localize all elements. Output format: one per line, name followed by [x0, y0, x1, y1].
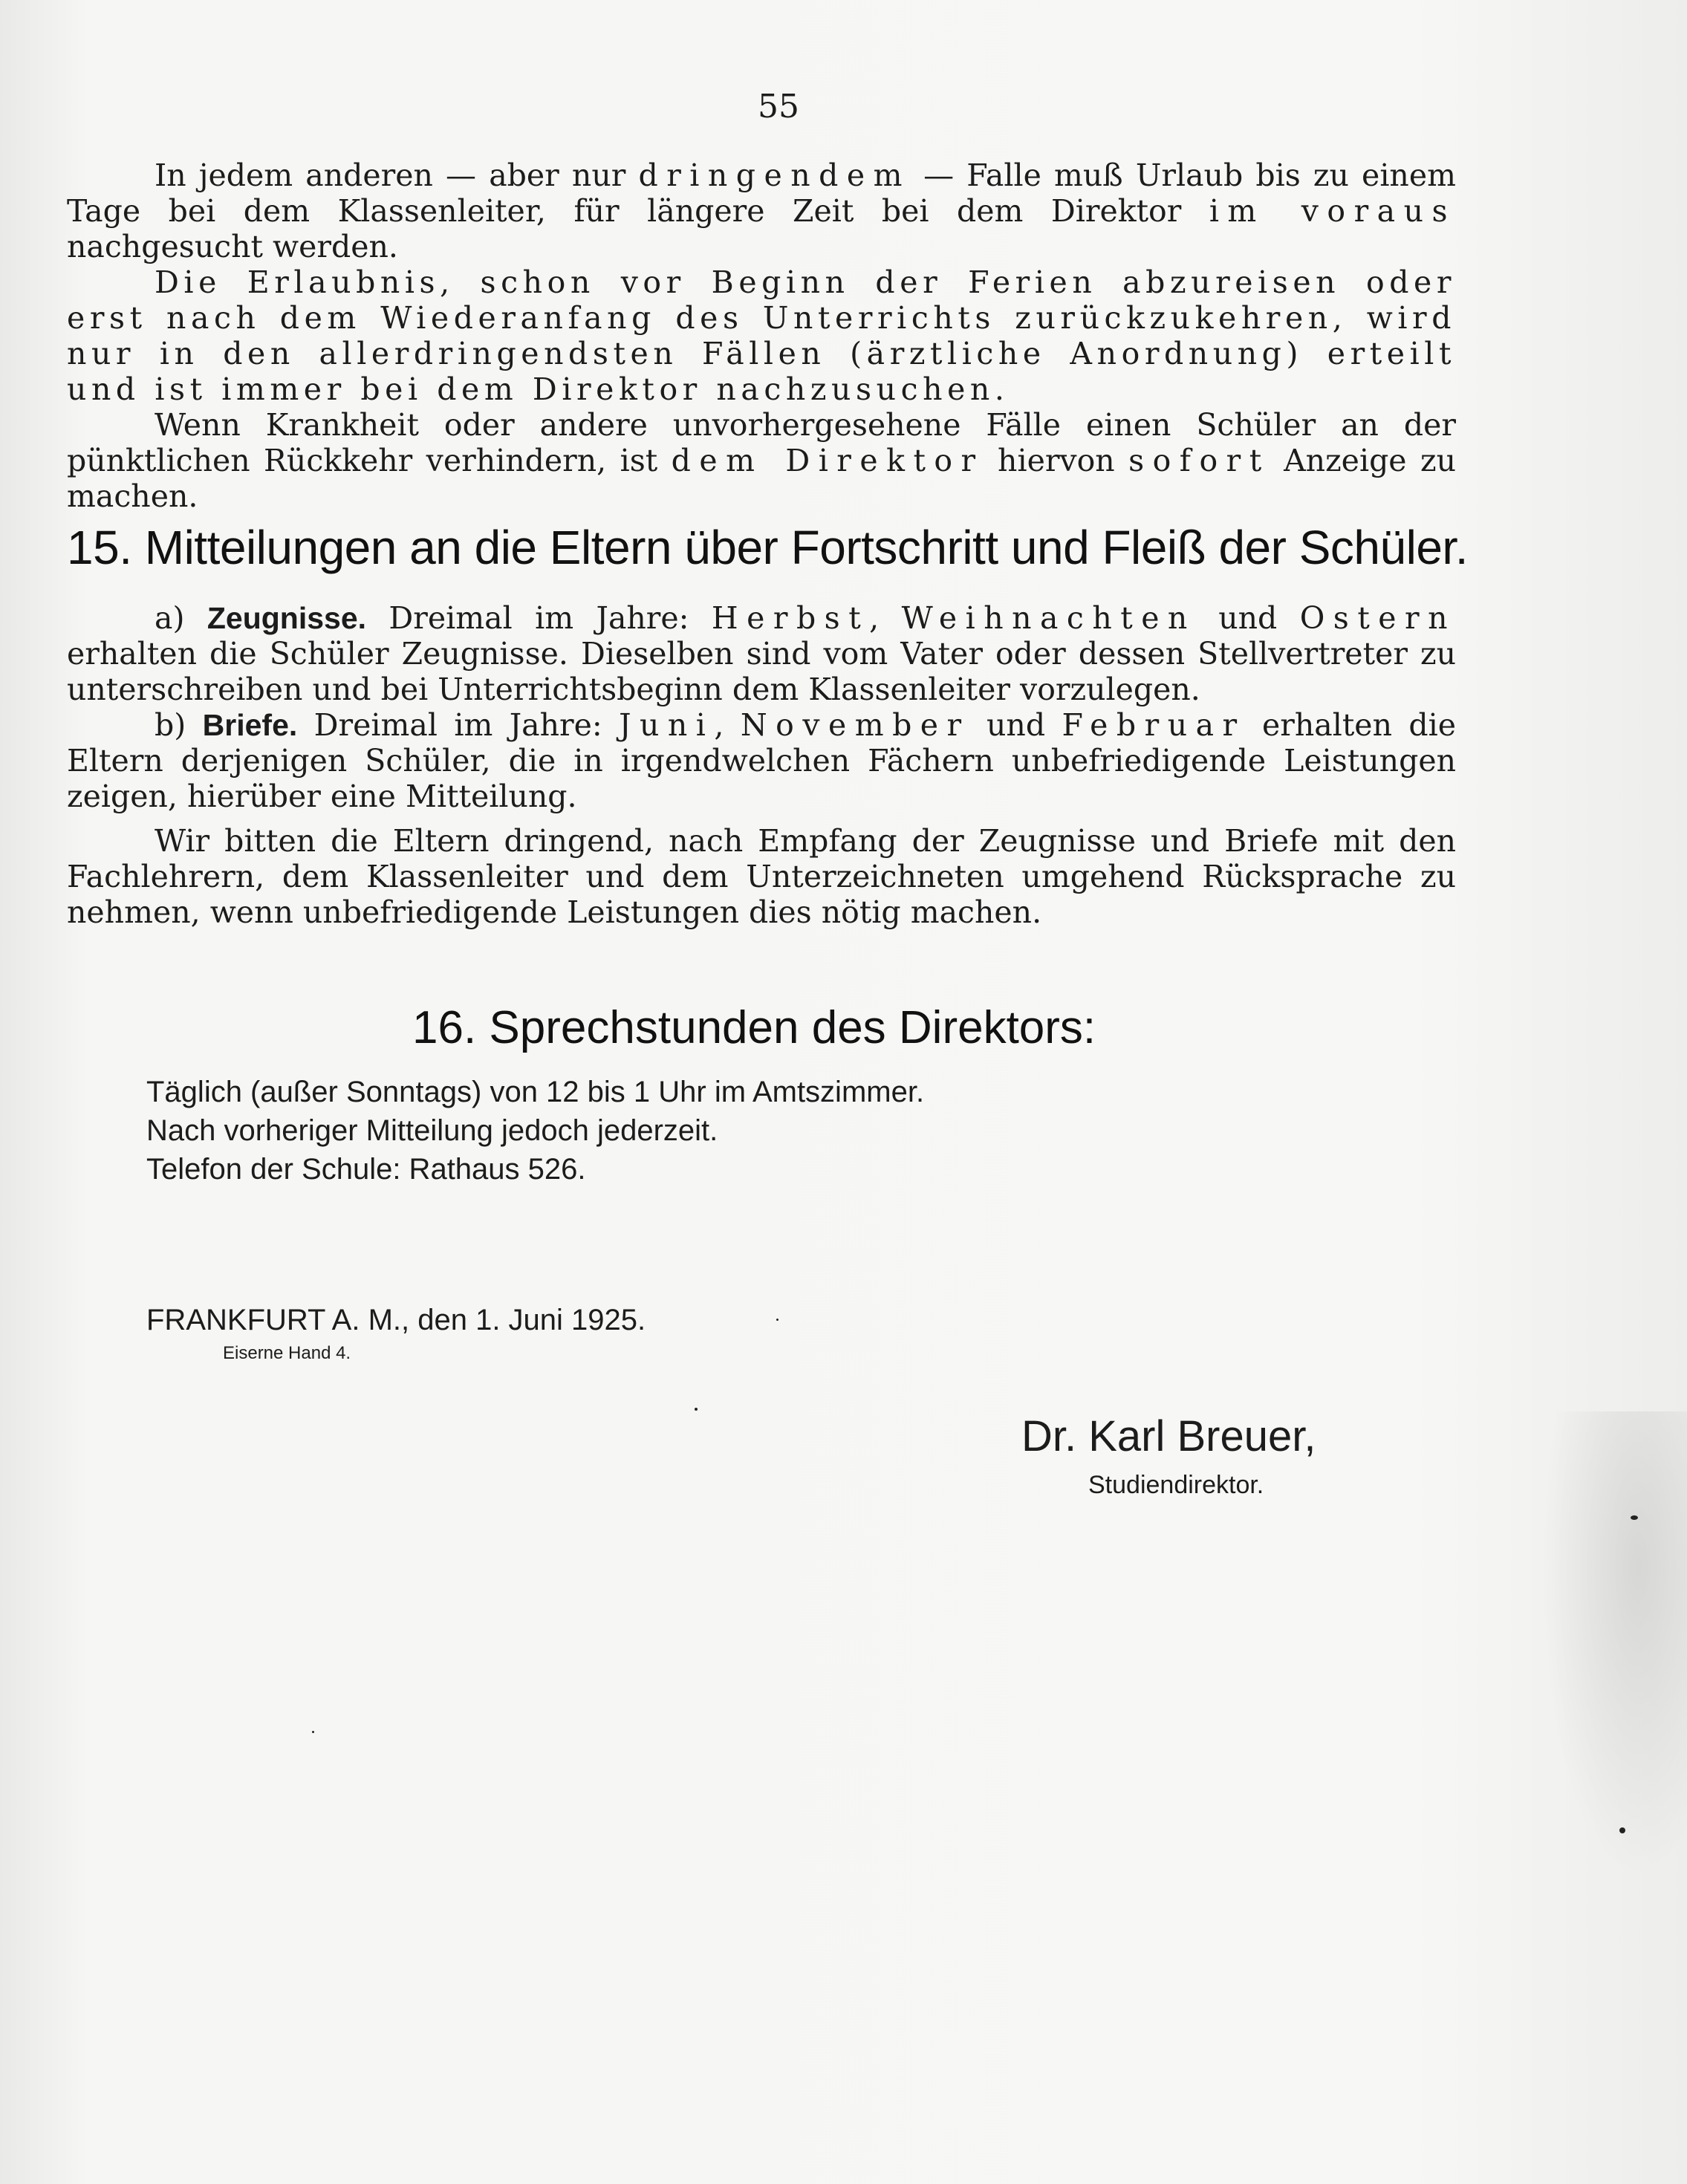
- text: — Falle muß Urlaub bis zu einem Tage bei dem Klassenleiter, für längere Zeit bei dem Direktor: [67, 157, 1456, 229]
- list-marker: a): [155, 600, 185, 636]
- paragraph-zeugnisse: [67, 600, 1456, 707]
- phone-line: Telefon der Schule: Rathaus 526.: [146, 1153, 586, 1186]
- spaced-text: Weihnachten: [901, 600, 1196, 636]
- intro-section: [67, 157, 1456, 514]
- signature-name: Dr. Karl Breuer,: [1021, 1412, 1316, 1460]
- speck: [1619, 1827, 1625, 1833]
- paragraph-erlaubnis: Die Erlaubnis, schon vor Beginn der Ferien abzureisen oder erst nach dem Wiederanfang des Unterrichts zurückzukehren, wird nur in den allerdringendsten Fällen (ärztliche Anordnung) erteilt und ist immer bei dem Direktor nachzusuchen.: [67, 264, 1456, 407]
- spaced-text: Juni: [619, 707, 715, 743]
- section-15-body: [67, 600, 1456, 930]
- bold-term: Briefe.: [202, 708, 298, 742]
- signature-title: Studiendirektor.: [1088, 1471, 1264, 1499]
- section-15-title: 15. Mitteilungen an die Eltern über Fortschritt und Fleiß der Schüler.: [67, 521, 1468, 574]
- spaced-text: im voraus: [1209, 193, 1457, 229]
- text: erhalten die Schüler Zeugnisse. Dieselben sind vom Vater oder dessen Stellvertreter zu unterschreiben und bei Unterrichtsbeginn dem Klassenleiter vorzulegen.: [67, 636, 1456, 707]
- spaced-text: Ostern: [1299, 600, 1456, 636]
- address: Eiserne Hand 4.: [223, 1343, 351, 1363]
- spaced-text: November: [740, 707, 970, 743]
- office-hours-line: Täglich (außer Sonntags) von 12 bis 1 Uhr im Amtszimmer.: [146, 1076, 925, 1108]
- text: ,: [714, 707, 741, 743]
- text: nachgesucht werden.: [67, 229, 398, 264]
- page-number: 55: [758, 88, 799, 126]
- paper-stain: [1524, 1411, 1687, 1931]
- paragraph-urlaub: [67, 157, 1456, 264]
- paragraph-bitte: Wir bitten die Eltern dringend, nach Empfang der Zeugnisse und Briefe mit den Fachlehrern, dem Klassenleiter und dem Unterzeichneten umgehend Rücksprache zu nehmen, wenn unbefriedigende Leistungen dies nötig machen.: [67, 823, 1456, 930]
- text: hiervon: [984, 443, 1129, 478]
- spaced-text: Februar: [1062, 707, 1246, 743]
- list-marker: b): [155, 707, 186, 743]
- speck: [312, 1731, 314, 1733]
- speck: [695, 1408, 698, 1411]
- office-hours-line: Nach vorheriger Mitteilung jedoch jederzeit.: [146, 1114, 718, 1147]
- speck: [776, 1319, 779, 1321]
- text: In jedem anderen — aber nur: [155, 157, 639, 193]
- text: Anzeige zu machen.: [67, 443, 1456, 514]
- text: erhalten die Eltern derjenigen Schüler, die in irgendwelchen Fächern unbefriedigende Leistungen zeigen, hierüber eine Mitteilung.: [67, 707, 1456, 814]
- spaced-text: Herbst: [711, 600, 870, 636]
- text: und: [969, 707, 1062, 743]
- paragraph-briefe: [67, 707, 1456, 814]
- section-16-title: 16. Sprechstunden des Direktors:: [412, 1002, 1096, 1053]
- office-hours: [146, 1073, 924, 1189]
- text: Wenn Krankheit oder andere unvorhergesehene Fälle einen Schüler an der pünktlichen Rückkehr verhindern, ist: [67, 407, 1456, 478]
- place-date: FRANKFURT A. M., den 1. Juni 1925.: [146, 1304, 646, 1336]
- text: Dreimal im Jahre:: [297, 707, 620, 743]
- spaced-text: sofort: [1128, 443, 1270, 478]
- spaced-text: dringendem: [638, 157, 911, 193]
- bold-term: Zeugnisse.: [207, 601, 367, 635]
- text: Dreimal im Jahre:: [366, 600, 712, 636]
- speck: [1631, 1515, 1638, 1520]
- spaced-text: dem Direktor: [671, 443, 984, 478]
- text: und: [1195, 600, 1300, 636]
- paragraph-krankheit: [67, 407, 1456, 514]
- text: ,: [869, 600, 902, 636]
